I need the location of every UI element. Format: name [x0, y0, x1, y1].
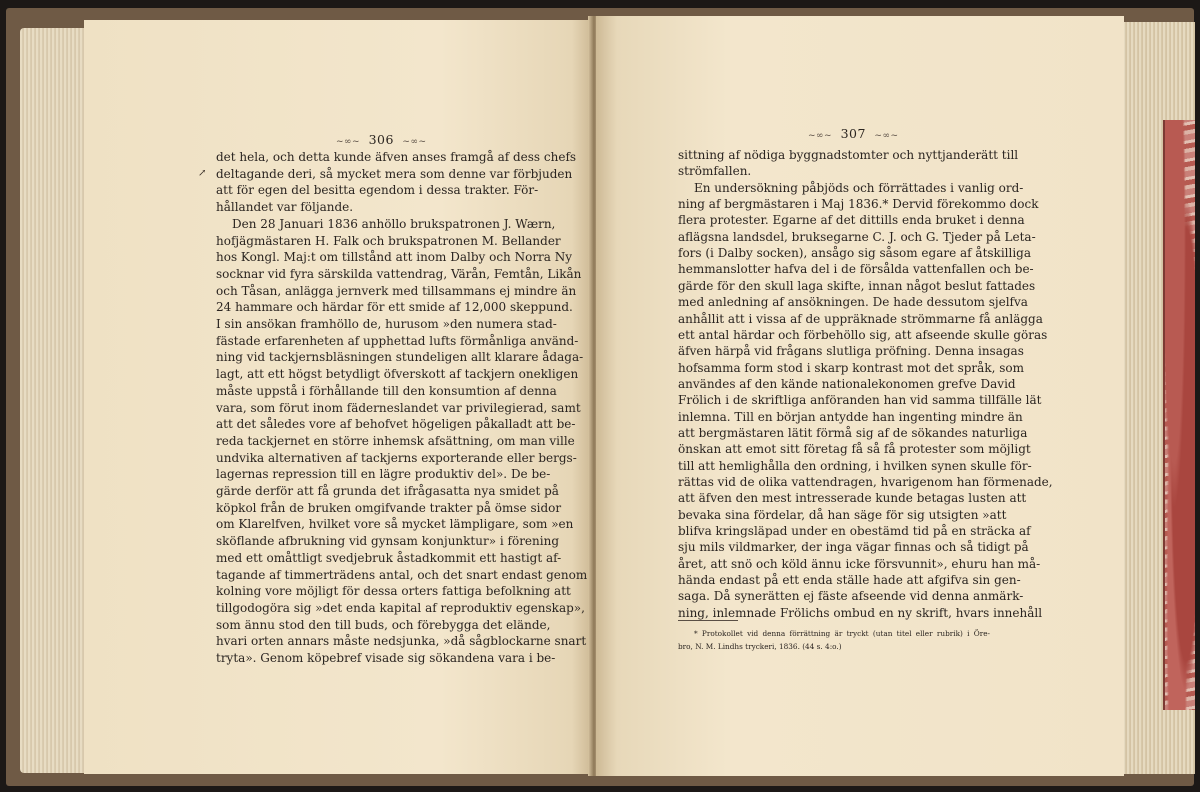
- text-line: aflägsna landsdel, bruksegarne C. J. och G. Tjeder på Leta-: [678, 229, 1036, 244]
- text-line: att äfven den mest intresserade kunde betagas lusten att: [678, 491, 1027, 506]
- text-line: hållandet var följande.: [216, 200, 354, 215]
- text-line: socknar vid fyra särskilda vattendrag, Värån, Femtån, Likån: [216, 266, 582, 281]
- text-line: kolning vore möjligt för dessa orters fattiga befolkning att: [216, 584, 571, 599]
- text-line: om Klarelfven, hvilket vore så mycket lämpligare, som »en: [216, 517, 574, 532]
- text-line: gärde för den skull laga skifte, innan något beslut fattades: [678, 278, 1036, 293]
- header-ornament-left: ~∞~: [336, 137, 361, 147]
- text-line: ning af bergmästaren i Maj 1836.* Dervid förekommo dock: [678, 197, 1039, 212]
- text-line: som ännu stod den till buds, och förebygga det elände,: [216, 617, 551, 632]
- right-page: [596, 16, 1124, 776]
- text-line: anhållit att i vissa af de uppräknade strömmarne få anlägga: [678, 311, 1043, 326]
- footnote-rule: [678, 620, 738, 621]
- text-line: att det således vore af behofvet högeligen påkalladt att be-: [216, 417, 576, 432]
- text-line: flera protester. Egarne af det dittills enda bruket i denna: [678, 213, 1025, 228]
- text-line: 24 hammare och härdar för ett smide af 12,000 skeppund.: [216, 300, 573, 315]
- text-line: sju mils vildmarker, der inga vägar finnas och så tidigt på: [678, 540, 1029, 555]
- header-ornament-right: ~∞~: [402, 137, 427, 147]
- text-line: undvika alternativen af tackjerns exporterande eller bergs-: [216, 450, 577, 465]
- text-line: inlemna. Till en början antydde han ingenting mindre än: [678, 409, 1023, 424]
- text-line: bevaka sina fördelar, då han säge för sig utsigten »att: [678, 507, 1007, 522]
- text-line: att för egen del besitta egendom i dessa trakter. För-: [216, 183, 539, 198]
- marbled-cover-edge: [1163, 120, 1195, 710]
- text-line: tagande af timmerträdens antal, och det snart endast genom: [216, 567, 588, 582]
- text-line: strömfallen.: [678, 164, 752, 179]
- text-line: köpkol från de bruken omgifvande trakter på ömse sidor: [216, 500, 562, 515]
- text-line: sittning af nödiga byggnadstomter och nyttjanderätt till: [678, 148, 1019, 162]
- text-line: blifva kringsläpad under en obestämd tid på en sträcka af: [678, 524, 1031, 539]
- text-line: ning vid tackjernsbläsningen stundeligen allt klarare ådaga-: [216, 350, 584, 365]
- right-page-footnote: [678, 620, 990, 660]
- page-number-text: 306: [368, 132, 394, 147]
- text-line: lagt, att ett högst betydligt öfverskott af tackjern onekligen: [216, 367, 579, 382]
- text-line: saga. Då synerätten ej fäste afseende vid denna anmärk-: [678, 589, 1024, 604]
- text-line: I sin ansökan framhöllo de, hurusom »den numera stad-: [216, 317, 557, 331]
- text-line: lagernas repression till en lägre produktiv del». De be-: [216, 467, 551, 482]
- text-line: hofsamma form stod i skarp kontrast mot det språk, som: [678, 360, 1024, 375]
- text-line: tryta». Genom köpebref visade sig sökandena vara i be-: [216, 651, 556, 665]
- text-line: hos Kongl. Maj:t om tillstånd att inom Dalby och Norra Ny: [216, 250, 573, 265]
- left-page: [84, 20, 592, 774]
- text-line: ning, inlemnade Frölichs ombud en ny skrift, hvars innehåll: [678, 605, 1043, 620]
- text-line: tillgodogöra sig »det enda kapital af reproduktiv egenskap»,: [216, 600, 585, 615]
- footnote-line: * Protokollet vid denna förrättning är tryckt (utan titel eller rubrik) i Öre-: [694, 629, 990, 638]
- left-page-edges: [20, 28, 90, 773]
- text-line: att bergmästaren lätit förmå sig af de sökandes naturliga: [678, 425, 1028, 440]
- text-line: hemmanslotter hafva del i de försålda vattenfallen och be-: [678, 262, 1034, 277]
- text-line: med anledning af ansökningen. De hade dessutom sjelfva: [678, 295, 1028, 310]
- text-line: gärde derför att få grunda det ifrågasatta nya smidet på: [216, 484, 559, 498]
- text-line: hvari orten annars måste nedsjunka, »då sågblockarne snart: [216, 634, 587, 649]
- text-line: ett antal härdar och förbehöllo sig, att afseende skulle göras: [678, 327, 1048, 342]
- text-line: äfven härpå vid frågans slutliga pröfning. Denna insagas: [678, 344, 1024, 359]
- text-line: fors (i Dalby socken), ansågo sig såsom egare af åtskilliga: [678, 246, 1032, 261]
- text-line: Den 28 Januari 1836 anhöllo brukspatronen J. Wærn,: [232, 216, 556, 231]
- text-line: önskan att emot sitt företag få så få protester som möjligt: [678, 442, 1031, 457]
- text-line: vara, som förut inom fäderneslandet var privilegierad, samt: [216, 400, 581, 415]
- text-line: till att hemlighålla den ordning, i hvilken synen skulle för-: [678, 458, 1032, 473]
- text-line: med ett omåttligt svedjebruk åstadkommit ett hastigt af-: [216, 550, 562, 565]
- text-line: måste uppstå i förhållande till den konsumtion af denna: [216, 383, 557, 398]
- text-line: deltagande deri, så mycket mera som denne var förbjuden: [216, 166, 573, 181]
- page-number-text: 307: [840, 126, 866, 141]
- text-line: sköflande afbrukning vid gynsam konjunktur» i förening: [216, 534, 560, 549]
- text-line: användes af den kände nationalekonomen grefve David: [678, 376, 1016, 391]
- text-line: hända endast på ett enda ställe hade att afgifva sin gen-: [678, 573, 1021, 588]
- text-line: reda tackjernet en större inhemsk afsättning, om man ville: [216, 433, 575, 448]
- page-number-307: [808, 126, 899, 141]
- page-number-306: [336, 132, 427, 147]
- text-line: året, att snö och köld ännu icke försvunnit», ehuru han må-: [678, 556, 1041, 571]
- text-line: En undersökning påbjöds och förrättades i vanlig ord-: [694, 180, 1024, 195]
- header-ornament-left: ~∞~: [808, 131, 833, 141]
- text-line: rättas vid de olika vattendragen, hvarigenom han förmenade,: [678, 475, 1053, 489]
- text-line: det hela, och detta kunde äfven anses framgå af dess chefs: [216, 150, 577, 164]
- text-line: fästade erfarenheten af upphettad lufts förmånliga använd-: [216, 333, 579, 348]
- margin-pencil-mark: ↗: [198, 168, 207, 179]
- text-line: Frölich i de skriftliga anföranden han vid samma tillfälle lät: [678, 393, 1042, 408]
- footnote-line: bro, N. M. Lindhs tryckeri, 1836. (44 s. 4:o.): [678, 642, 842, 651]
- text-line: hofjägmästaren H. Falk och brukspatronen M. Bellander: [216, 233, 561, 248]
- text-line: och Tåsan, anlägga jernverk med tillsammans ej mindre än: [216, 283, 577, 298]
- header-ornament-right: ~∞~: [874, 131, 899, 141]
